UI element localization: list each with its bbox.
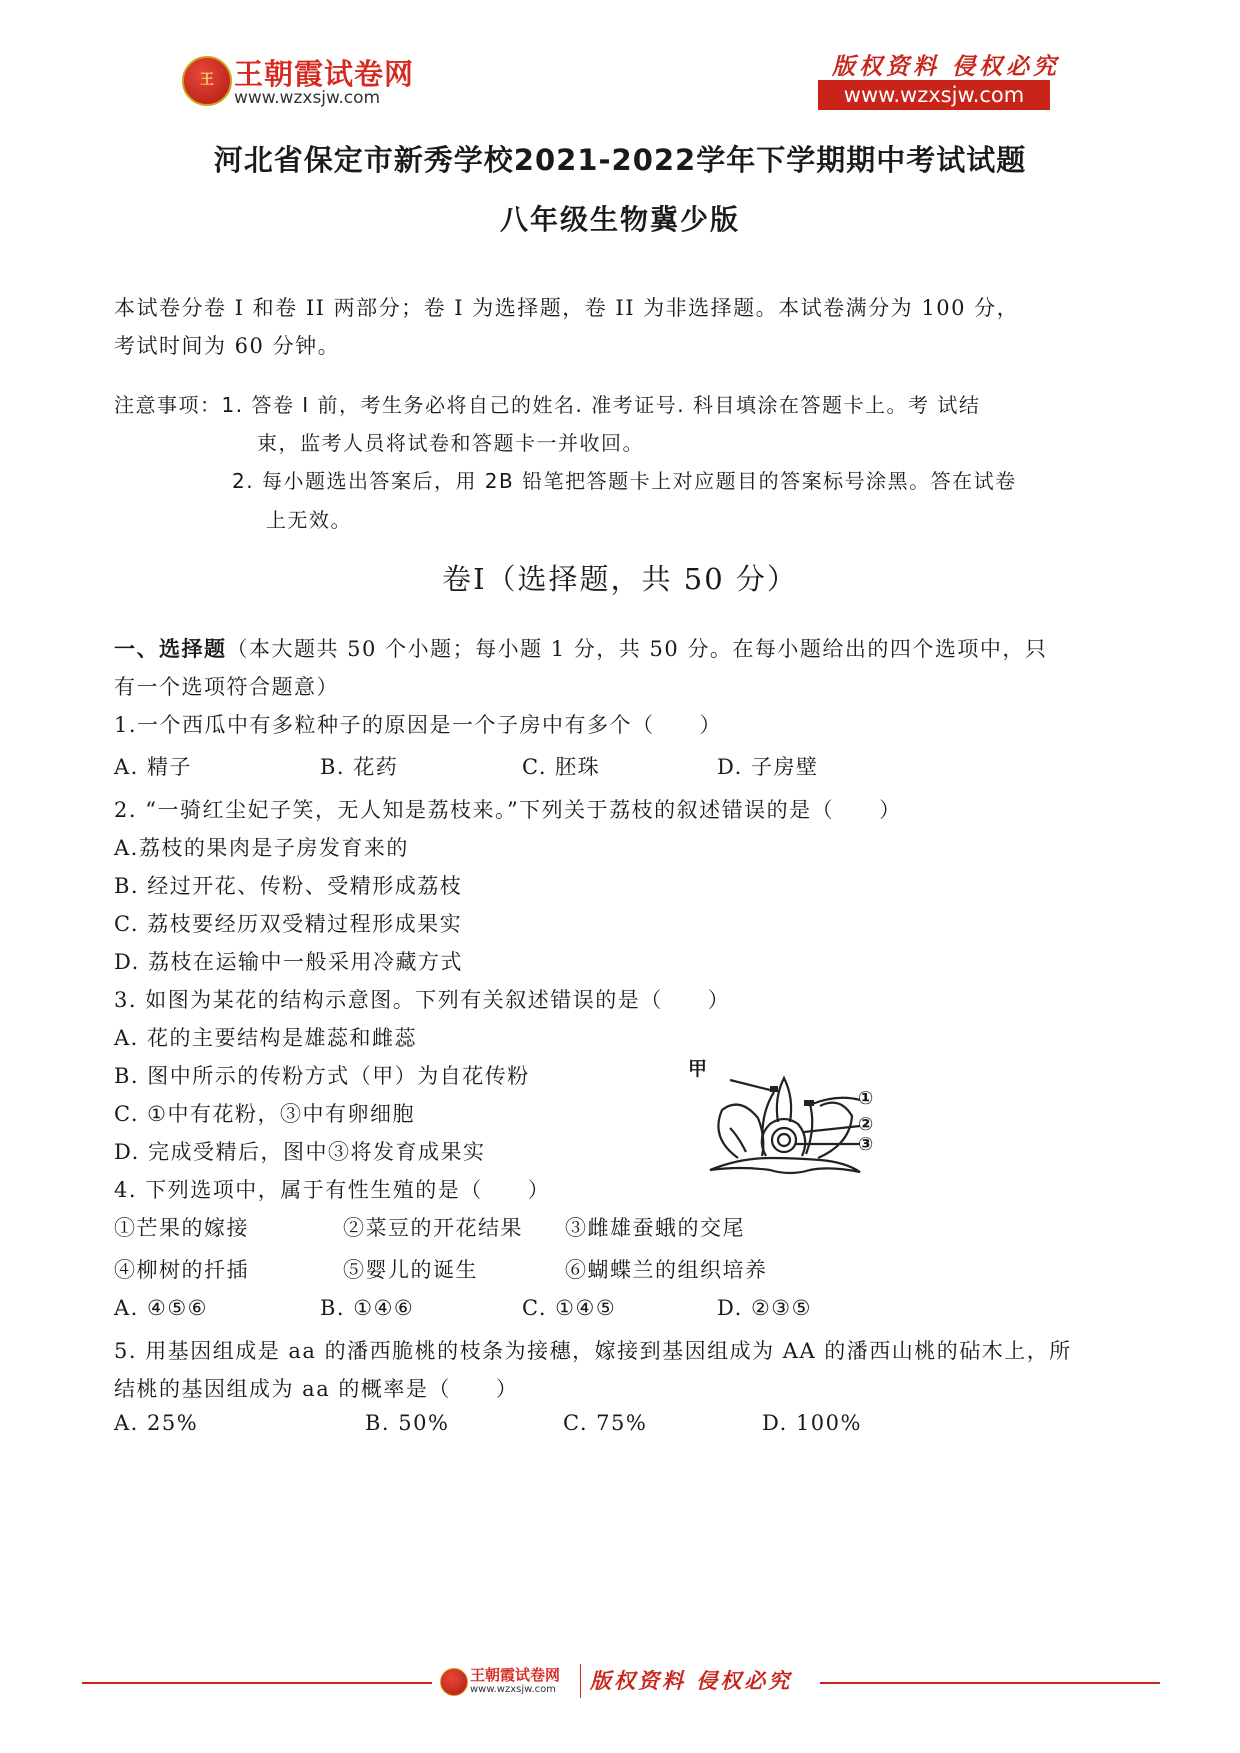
notes-line-3: 2. 每小题选出答案后，用 2B 铅笔把答题卡上对应题目的答案标号涂黑。答在试卷 xyxy=(232,469,1017,493)
figure-mark-3: ③ xyxy=(858,1134,874,1155)
copyright-notice: 版权资料 侵权必究 xyxy=(832,53,1061,80)
q4-option-c: C. ①④⑤ xyxy=(522,1296,617,1320)
q3-option-a: A. 花的主要结构是雄蕊和雌蕊 xyxy=(114,1026,418,1050)
footer-divider-right xyxy=(820,1682,1160,1684)
intro-line-2: 考试时间为 60 分钟。 xyxy=(114,334,341,358)
q3-option-b: B. 图中所示的传粉方式（甲）为自花传粉 xyxy=(114,1064,530,1088)
q4-option-b: B. ①④⑥ xyxy=(320,1296,415,1320)
footer-copyright: 版权资料 侵权必究 xyxy=(590,1668,793,1693)
anther-mark xyxy=(804,1100,814,1106)
q4-stem: 4. 下列选项中，属于有性生殖的是（ ） xyxy=(114,1178,551,1202)
part-desc: （本大题共 50 个小题；每小题 1 分，共 50 分。在每小题给出的四个选项中，只 xyxy=(226,637,1048,661)
anther-mark-left xyxy=(770,1086,778,1092)
q3-option-d: D. 完成受精后，图中③将发育成果实 xyxy=(114,1140,486,1164)
page-subtitle: 八年级生物冀少版 xyxy=(499,203,740,236)
page-title: 河北省保定市新秀学校2021-2022学年下学期期中考试试题 xyxy=(213,143,1027,177)
q2-option-c: C. 荔枝要经历双受精过程形成果实 xyxy=(114,912,463,936)
notes-line-2: 束，监考人员将试卷和答题卡一并收回。 xyxy=(257,431,644,455)
q2-option-a: A.荔枝的果肉是子房发育来的 xyxy=(114,836,409,860)
brand-logo xyxy=(182,56,232,106)
q4-option-a: A. ④⑤⑥ xyxy=(114,1296,208,1320)
footer-separator xyxy=(580,1664,581,1698)
q3-stem: 3. 如图为某花的结构示意图。下列有关叙述错误的是（ ） xyxy=(114,988,731,1012)
q4-item-3: ③雌雄蚕蛾的交尾 xyxy=(565,1216,745,1240)
brand-url: www.wzxsjw.com xyxy=(234,88,381,108)
logo-text: 王 xyxy=(200,72,214,88)
brand-name: 王朝霞试卷网 xyxy=(234,57,415,91)
q4-item-2: ②菜豆的开花结果 xyxy=(343,1216,523,1240)
q4-item-6: ⑥蝴蝶兰的组织培养 xyxy=(565,1258,768,1282)
q1-option-c: C. 胚珠 xyxy=(522,755,601,779)
q5-stem-line-2: 结桃的基因组成为 aa 的概率是（ ） xyxy=(114,1377,519,1401)
q5-option-a: A. 25% xyxy=(114,1411,199,1435)
q5-option-d: D. 100% xyxy=(762,1411,862,1435)
footer-logo xyxy=(440,1668,468,1696)
figure-label-jia: 甲 xyxy=(688,1058,708,1080)
q4-option-d: D. ②③⑤ xyxy=(717,1296,812,1320)
notes-line-1: 注意事项：1. 答卷 I 前，考生务必将自己的姓名. 准考证号. 科目填涂在答题卡上。考 试结 xyxy=(114,393,981,417)
q1-option-a: A. 精子 xyxy=(114,755,193,779)
q2-option-b: B. 经过开花、传粉、受精形成荔枝 xyxy=(114,874,463,898)
footer-brand: 王朝霞试卷网 xyxy=(470,1666,561,1684)
q4-item-5: ⑤婴儿的诞生 xyxy=(343,1258,478,1282)
part-heading: 一、选择题 xyxy=(114,637,227,661)
q2-stem: 2. “一骑红尘妃子笑，无人知是荔枝来。”下列关于荔枝的叙述错误的是（ ） xyxy=(114,798,902,822)
site-url-badge[interactable]: www.wzxsjw.com xyxy=(818,80,1050,110)
q1-option-b: B. 花药 xyxy=(320,755,399,779)
notes-line-4: 上无效。 xyxy=(266,508,352,532)
intro-line-1: 本试卷分卷 I 和卷 II 两部分；卷 I 为选择题，卷 II 为非选择题。本试卷满分为 100 分， xyxy=(114,296,1020,320)
q1-option-d: D. 子房壁 xyxy=(717,755,819,779)
q5-option-b: B. 50% xyxy=(365,1411,450,1435)
flower-diagram-svg xyxy=(700,1058,880,1188)
q4-item-1: ①芒果的嫁接 xyxy=(114,1216,249,1240)
q2-option-d: D. 荔枝在运输中一般采用冷藏方式 xyxy=(114,950,463,974)
q5-option-c: C. 75% xyxy=(563,1411,648,1435)
q5-stem-line-1: 5. 用基因组成是 aa 的潘西脆桃的枝条为接穗，嫁接到基因组成为 AA 的潘西山桃的砧木上，所 xyxy=(114,1339,1072,1363)
flower-structure-figure xyxy=(688,1058,880,1188)
footer-url[interactable]: www.wzxsjw.com xyxy=(470,1684,556,1695)
figure-mark-1: ① xyxy=(858,1088,874,1109)
part-intro-line-1 xyxy=(114,633,1047,663)
section-title: 卷Ⅰ（选择题，共 50 分） xyxy=(442,562,798,596)
q1-stem: 1.一个西瓜中有多粒种子的原因是一个子房中有多个（ ） xyxy=(114,713,723,737)
footer-divider-left xyxy=(82,1682,432,1684)
q3-option-c: C. ①中有花粉，③中有卵细胞 xyxy=(114,1102,415,1126)
q4-item-4: ④柳树的扦插 xyxy=(114,1258,249,1282)
part-intro-line-2: 有一个选项符合题意） xyxy=(114,675,339,699)
figure-mark-2: ② xyxy=(858,1114,874,1135)
